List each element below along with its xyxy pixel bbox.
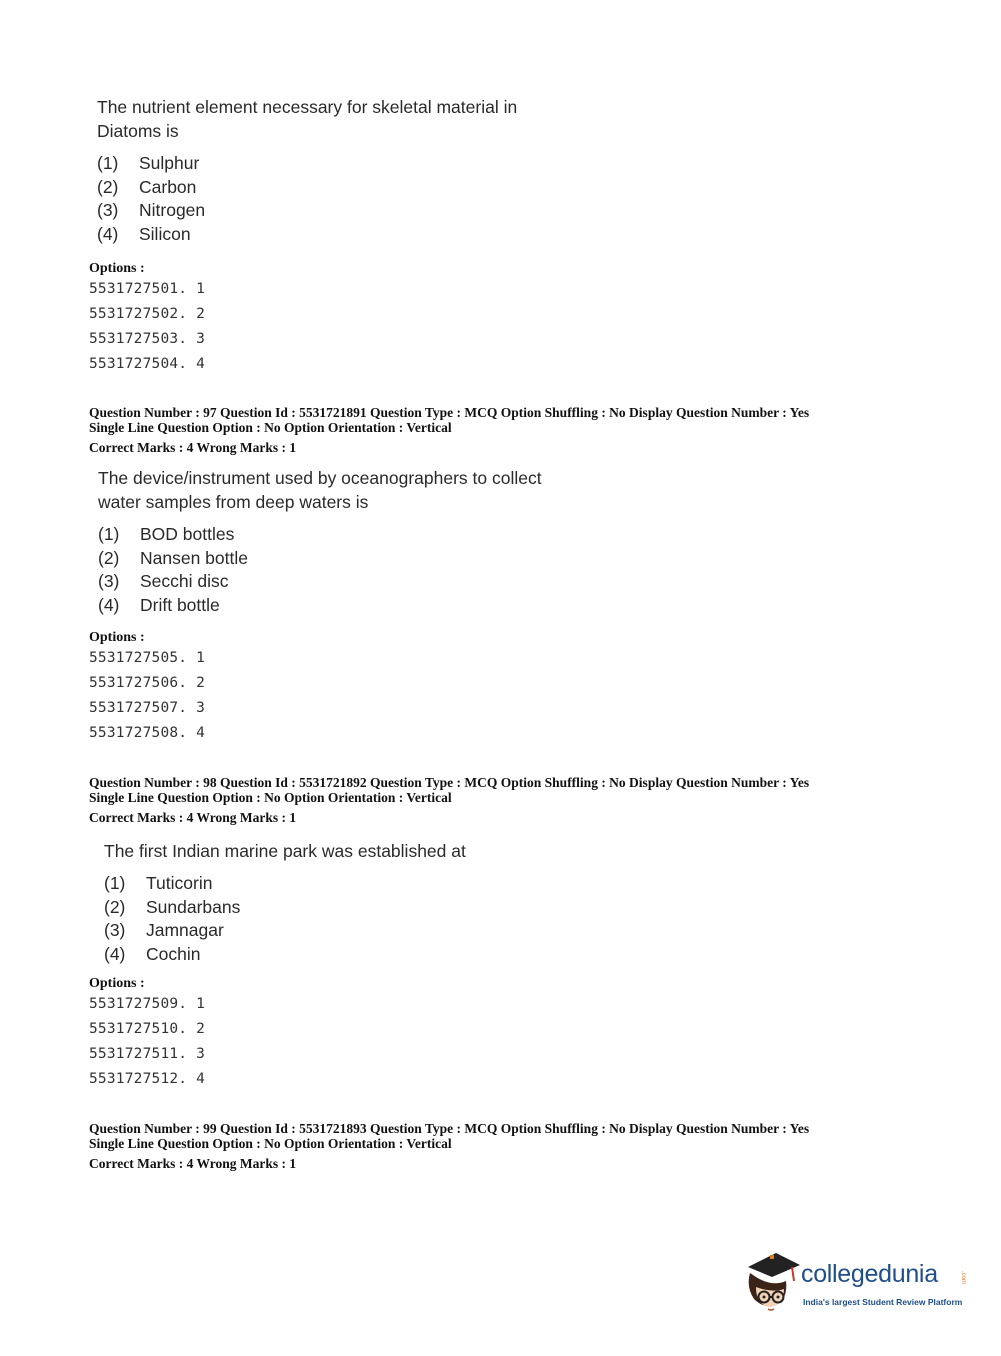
choice-label: Cochin: [146, 943, 201, 964]
choice-item: [104, 871, 466, 895]
options-label: Options :: [89, 261, 145, 276]
option-id: 5531727508. 4: [89, 725, 206, 741]
meta-marks: Correct Marks : 4 Wrong Marks : 1: [89, 810, 297, 825]
choice-number: (3): [104, 920, 126, 940]
option-id: 5531727506. 2: [89, 675, 206, 691]
logo-tagline: India's largest Student Review Platform: [803, 1297, 963, 1307]
choice-item: [97, 175, 517, 199]
choice-item: [97, 222, 517, 246]
meta-line: Question Number : 97 Question Id : 5531721891 Question Type : MCQ Option Shuffling : No Display Question Number : Yes: [89, 405, 810, 420]
choice-label: Nitrogen: [139, 200, 206, 220]
choice-list: [97, 151, 517, 245]
options-list: [89, 992, 205, 1092]
choice-item: [98, 522, 542, 546]
option-id: 5531727505. 1: [89, 650, 206, 666]
choice-label: Sundarbans: [146, 896, 241, 917]
choice-label: Jamnagar: [146, 920, 224, 940]
choice-number: (1): [97, 153, 119, 173]
question-text-line: The first Indian marine park was established at: [104, 841, 466, 861]
question-text-line: The device/instrument used by oceanographers to collect: [98, 468, 542, 488]
question-96-text-block: [97, 95, 517, 245]
question-98-text-block: [104, 839, 466, 965]
choice-label: Nansen bottle: [140, 547, 248, 568]
choice-number: (2): [98, 547, 120, 568]
meta-line: Question Number : 98 Question Id : 5531721892 Question Type : MCQ Option Shuffling : No Display Question Number : Yes: [89, 775, 810, 790]
choice-label: Sulphur: [139, 153, 200, 173]
meta-line: Single Line Question Option : No Option Orientation : Vertical: [89, 790, 452, 805]
choice-number: (4): [104, 943, 126, 964]
choice-item: [104, 942, 466, 966]
choice-number: (1): [104, 873, 126, 893]
option-id: 5531727510. 2: [89, 1021, 206, 1037]
choice-number: (3): [97, 200, 119, 220]
choice-item: [97, 198, 517, 222]
choice-label: Carbon: [139, 176, 197, 197]
question-text-line: Diatoms is: [97, 121, 179, 141]
option-id: 5531727504. 4: [89, 356, 206, 372]
choice-item: [98, 593, 542, 617]
option-id: 5531727501. 1: [89, 281, 206, 297]
choice-label: Drift bottle: [140, 594, 220, 615]
question-99-meta: [89, 1121, 889, 1171]
choice-number: (2): [97, 176, 119, 197]
option-id: 5531727512. 4: [89, 1071, 206, 1087]
collegedunia-logo: [742, 1247, 972, 1319]
logo-wordmark: collegedunia: [801, 1260, 938, 1288]
option-id: 5531727507. 3: [89, 700, 206, 716]
choice-list: [104, 871, 466, 965]
option-id: 5531727509. 1: [89, 996, 206, 1012]
meta-line: Question Number : 99 Question Id : 5531721893 Question Type : MCQ Option Shuffling : No Display Question Number : Yes: [89, 1121, 810, 1136]
mascot-icon: [742, 1247, 802, 1319]
options-list: [89, 277, 205, 377]
meta-marks: Correct Marks : 4 Wrong Marks : 1: [89, 440, 297, 455]
choice-label: Silicon: [139, 223, 191, 244]
question-text-line: water samples from deep waters is: [98, 492, 369, 512]
choice-item: [97, 151, 517, 175]
choice-list: [98, 522, 542, 616]
question-98-meta: [89, 775, 889, 825]
choice-number: (1): [98, 524, 120, 544]
option-id: 5531727511. 3: [89, 1046, 206, 1062]
choice-item: [98, 546, 542, 570]
question-97-meta: [89, 405, 889, 455]
choice-number: (4): [98, 594, 120, 615]
choice-item: [98, 569, 542, 593]
options-list: [89, 646, 205, 746]
meta-marks: Correct Marks : 4 Wrong Marks : 1: [89, 1156, 297, 1171]
choice-label: Tuticorin: [146, 873, 213, 893]
options-label: Options :: [89, 630, 145, 645]
choice-item: [104, 918, 466, 942]
choice-label: BOD bottles: [140, 524, 235, 544]
choice-label: Secchi disc: [140, 571, 229, 591]
meta-line: Single Line Question Option : No Option Orientation : Vertical: [89, 1136, 452, 1151]
question-text-line: The nutrient element necessary for skeletal material in: [97, 97, 518, 117]
question-97-text-block: [98, 466, 542, 616]
choice-number: (3): [98, 571, 120, 591]
choice-number: (2): [104, 896, 126, 917]
option-id: 5531727503. 3: [89, 331, 206, 347]
choice-number: (4): [97, 223, 119, 244]
meta-line: Single Line Question Option : No Option Orientation : Vertical: [89, 420, 452, 435]
option-id: 5531727502. 2: [89, 306, 206, 322]
logo-domain-suffix: .com: [960, 1271, 966, 1285]
options-label: Options :: [89, 976, 145, 991]
choice-item: [104, 895, 466, 919]
